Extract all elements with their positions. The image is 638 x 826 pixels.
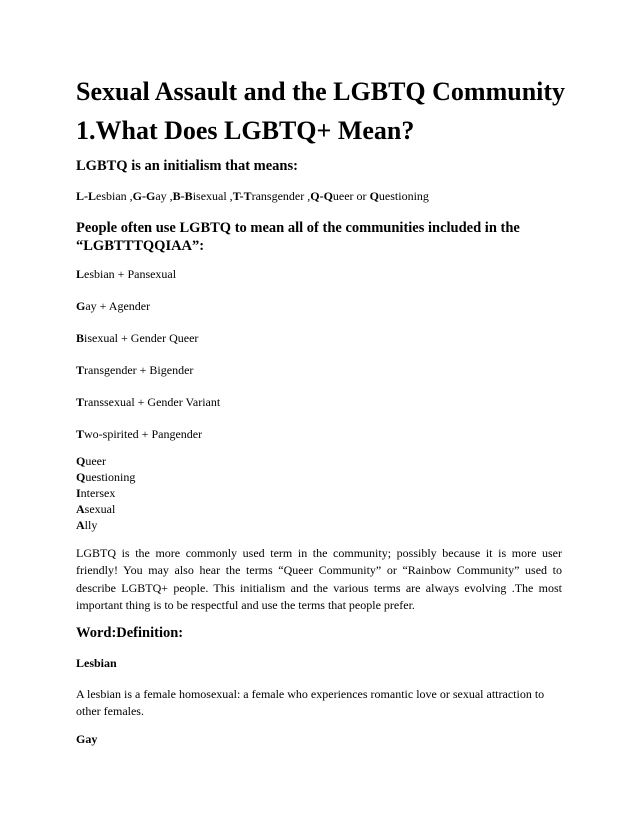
pair-item: Transgender + Bigender <box>76 363 194 377</box>
term-heading: Lesbian <box>76 656 117 670</box>
single-item: Questioning <box>76 470 136 484</box>
people-heading-2: “LGBTTTQQIAA”: <box>76 238 205 254</box>
people-heading: People often use LGBTQ to mean all of the communities included in the <box>76 220 520 236</box>
single-item: Asexual <box>76 502 116 516</box>
initialism-line: L-Lesbian ,G-Gay ,B-Bisexual ,T-Transgender ,Q-Queer or Questioning <box>76 189 429 203</box>
section-heading: 1.What Does LGBTQ+ Mean? <box>76 116 415 145</box>
single-item: Queer <box>76 454 106 468</box>
pair-item: Transsexual + Gender Variant <box>76 395 221 409</box>
single-item: Ally <box>76 518 98 532</box>
term-heading: Gay <box>76 732 98 746</box>
pair-item: Two-spirited + Pangender <box>76 427 203 441</box>
single-item: Intersex <box>76 486 116 500</box>
document-title: Sexual Assault and the LGBTQ Community <box>76 77 566 106</box>
pair-item: Bisexual + Gender Queer <box>76 331 199 345</box>
pair-item: Gay + Agender <box>76 299 151 313</box>
term-definition: A lesbian is a female homosexual: a female who experiences romantic love or sexual attraction to other females. <box>76 687 545 719</box>
pair-item: Lesbian + Pansexual <box>76 267 177 281</box>
initialism-heading: LGBTQ is an initialism that means: <box>76 158 298 174</box>
word-definition-heading: Word:Definition: <box>76 625 184 641</box>
body-paragraph: LGBTQ is the more commonly used term in the community; possibly because it is more user friendly! You may also hear the terms “Queer Community” or “Rainbow Community” used to describe LGBTQ+ people. This initialism and the various terms are always evolving .The most important thing is to be respectful and use the terms that people prefer. <box>76 546 562 612</box>
